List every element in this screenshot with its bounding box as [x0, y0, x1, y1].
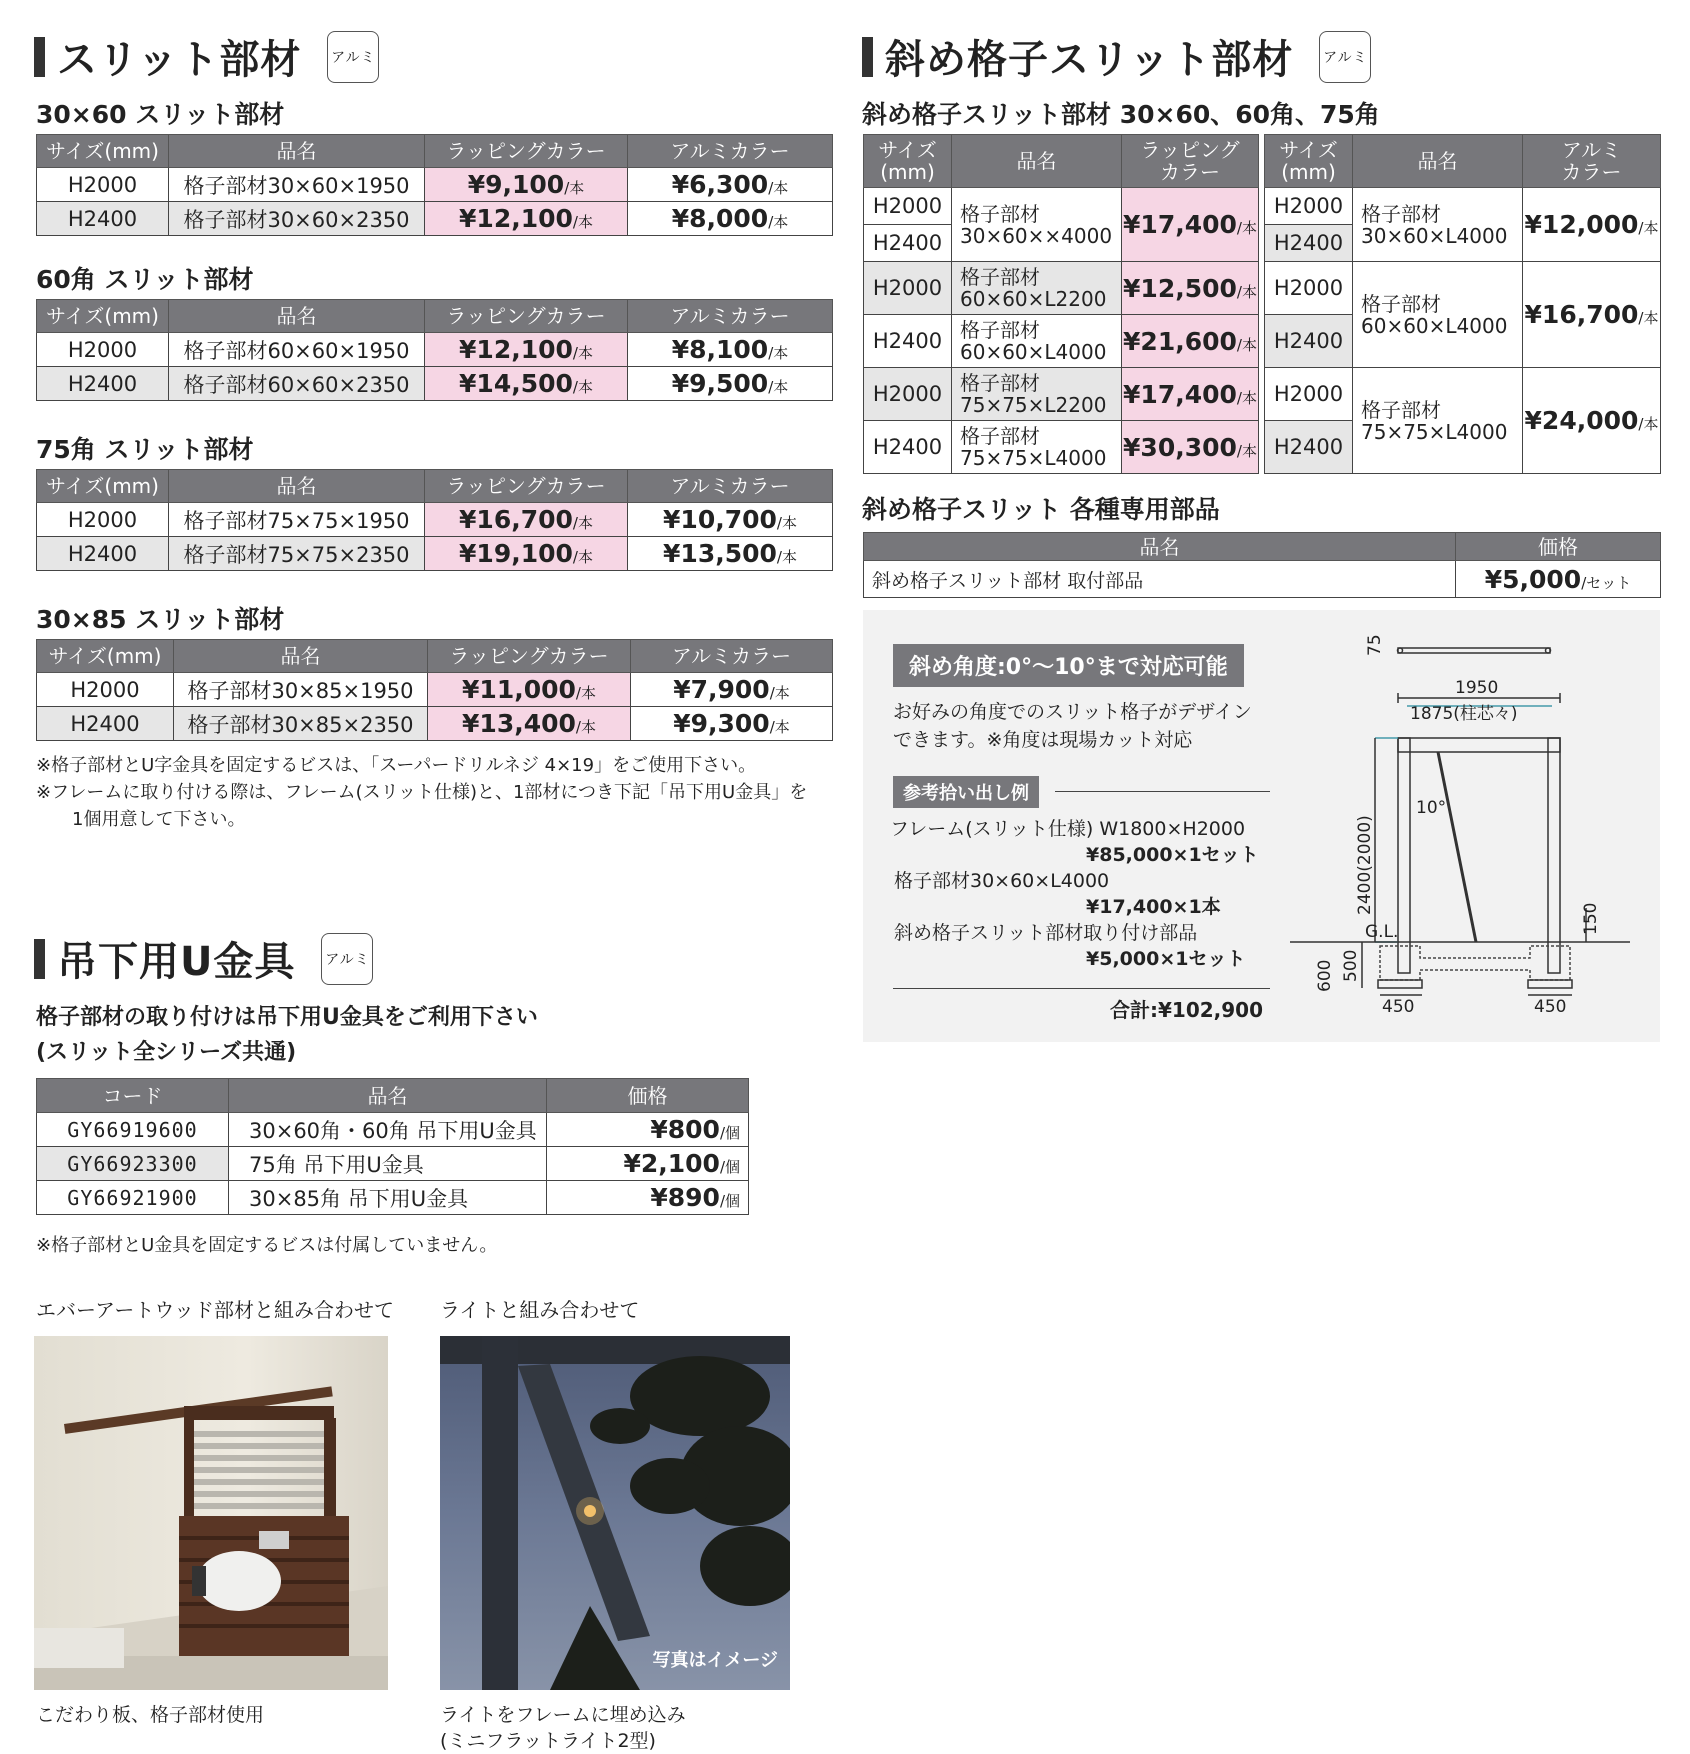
dim-450-right: 450 — [1534, 997, 1567, 1017]
alumi-badge: アルミ — [327, 31, 379, 83]
dim-150: 150 — [1581, 902, 1601, 935]
dim-1875: 1875(柱芯々) — [1410, 704, 1518, 724]
ubracket-section-title: 吊下用U金具 アルミ — [34, 930, 373, 987]
photo-light — [440, 1336, 790, 1690]
label-gl: G.L. — [1365, 922, 1399, 942]
image-note: 写真はイメージ — [652, 1650, 778, 1671]
slit-notes: ※格子部材とU字金具を固定するビスは、「スーパードリルネジ 4×19」をご使用下さい。 ※フレームに取り付ける際は、フレーム(スリット仕様)と、1部材につき下記「吊下用U金具」を 1個用意して下さい。 — [36, 755, 808, 830]
total: 合計:¥102,900 — [1110, 998, 1264, 1022]
group-title-75: 75角 スリット部材 — [36, 435, 254, 464]
slit-table-75: サイズ(mm) 品名 ラッピングカラー アルミカラー H2000 格子部材75×75×1950 ¥16,700/本 ¥10,700/本 H2400 格子部材75×75×2350 ¥19,100/本 ¥13,500/本 — [36, 469, 833, 571]
example-tag: 参考拾い出し例 — [893, 776, 1039, 808]
dim-75: 75 — [1365, 634, 1385, 656]
parts-table: 品名 価格 斜め格子スリット部材 取付部品 ¥5,000/セット — [863, 532, 1661, 598]
photo-right-caption1: ライトをフレームに埋め込み — [440, 1704, 686, 1726]
ubracket-lead2: (スリット全シリーズ共通) — [36, 1040, 297, 1065]
photo-right-caption2: (ミニフラットライト2型) — [440, 1730, 656, 1752]
dim-600: 600 — [1315, 959, 1335, 992]
photo-evewood — [34, 1336, 388, 1690]
slit-table-30x85: サイズ(mm) 品名 ラッピングカラー アルミカラー H2000 格子部材30×85×1950 ¥11,000/本 ¥7,900/本 H2400 格子部材30×85×2350 ¥13,400/本 ¥9,300/本 — [36, 639, 833, 741]
group-title-30x85: 30×85 スリット部材 — [36, 605, 285, 634]
evewood-scene-image — [34, 1336, 388, 1690]
photo-right-title: ライトと組み合わせて — [440, 1298, 640, 1322]
example-items: フレーム(スリット仕様) W1800×H2000 ¥85,000×1セット 格子部材30×60×L4000 ¥17,400×1本 斜め格子スリット部材取り付け部品 ¥5,000×1セット — [890, 818, 1259, 970]
group-title-30x60: 30×60 スリット部材 — [36, 100, 285, 129]
diag-alumi-table: サイズ (mm) 品名 アルミ カラー H2000 格子部材 30×60×L4000 ¥12,000/本 H2400 H2000 格子部材 60×60×L4000 ¥16,700/本 H2400 H2000 格子部材 75×75×L4000 ¥24,000/本 H2400 — [1264, 134, 1661, 474]
angle-tag: 斜め角度:0°〜10°まで対応可能 — [893, 644, 1244, 687]
dim-1950: 1950 — [1455, 678, 1499, 698]
slit-table-30x60: サイズ(mm) 品名 ラッピングカラー アルミカラー H2000 格子部材30×60×1950 ¥9,100/本 ¥6,300/本 H2400 格子部材30×60×2350 ¥12,100/本 ¥8,000/本 — [36, 134, 833, 236]
frame-drawing — [1290, 630, 1650, 1030]
parts-title: 斜め格子スリット 各種専用部品 — [862, 495, 1220, 524]
photo-left-title: エバーアートウッド部材と組み合わせて — [36, 1298, 394, 1322]
diag-wrap-table: サイズ (mm) 品名 ラッピング カラー H2000 格子部材 30×60××4000 ¥17,400/本 H2400 H2000 格子部材 60×60×L2200 ¥12,500/本 H2400 格子部材 60×60×L4000 ¥21,600/本 H2000 格子部材 75×75×L2200 ¥17,400/本 H2400 格子部材 75×75×L4000 ¥30,300/本 — [863, 134, 1259, 474]
dim-angle: 10° — [1416, 798, 1447, 818]
total-rule — [893, 988, 1270, 989]
angle-desc: お好みの角度でのスリット格子がデザイン できます。※角度は現場カット対応 — [893, 701, 1252, 751]
ubracket-table: コード 品名 価格 GY66919600 30×60角・60角 吊下用U金具 ¥800/個 GY66923300 75角 吊下用U金具 ¥2,100/個 GY66921900 30×85角 吊下用U金具 ¥890/個 — [36, 1078, 749, 1215]
diag-subtitle: 斜め格子スリット部材 30×60、60角、75角 — [862, 100, 1380, 129]
slit-table-60: サイズ(mm) 品名 ラッピングカラー アルミカラー H2000 格子部材60×60×1950 ¥12,100/本 ¥8,100/本 H2400 格子部材60×60×2350 ¥14,500/本 ¥9,500/本 — [36, 299, 833, 401]
diag-section-title: 斜め格子スリット部材 アルミ — [862, 28, 1371, 85]
slit-section-title: スリット部材 アルミ — [34, 28, 379, 85]
ubracket-note: ※格子部材とU金具を固定するビスは付属していません。 — [36, 1235, 498, 1256]
dim-450-left: 450 — [1382, 997, 1415, 1017]
example-rule — [1055, 791, 1270, 792]
alumi-badge: アルミ — [321, 933, 373, 985]
alumi-badge: アルミ — [1319, 31, 1371, 83]
ubracket-lead1: 格子部材の取り付けは吊下用U金具をご利用下さい — [36, 1005, 538, 1030]
light-scene-image — [440, 1336, 790, 1690]
dim-height: 2400(2000) — [1355, 815, 1375, 915]
photo-left-caption: こだわり板、格子部材使用 — [36, 1704, 265, 1726]
dim-500: 500 — [1341, 949, 1361, 982]
group-title-60: 60角 スリット部材 — [36, 265, 254, 294]
